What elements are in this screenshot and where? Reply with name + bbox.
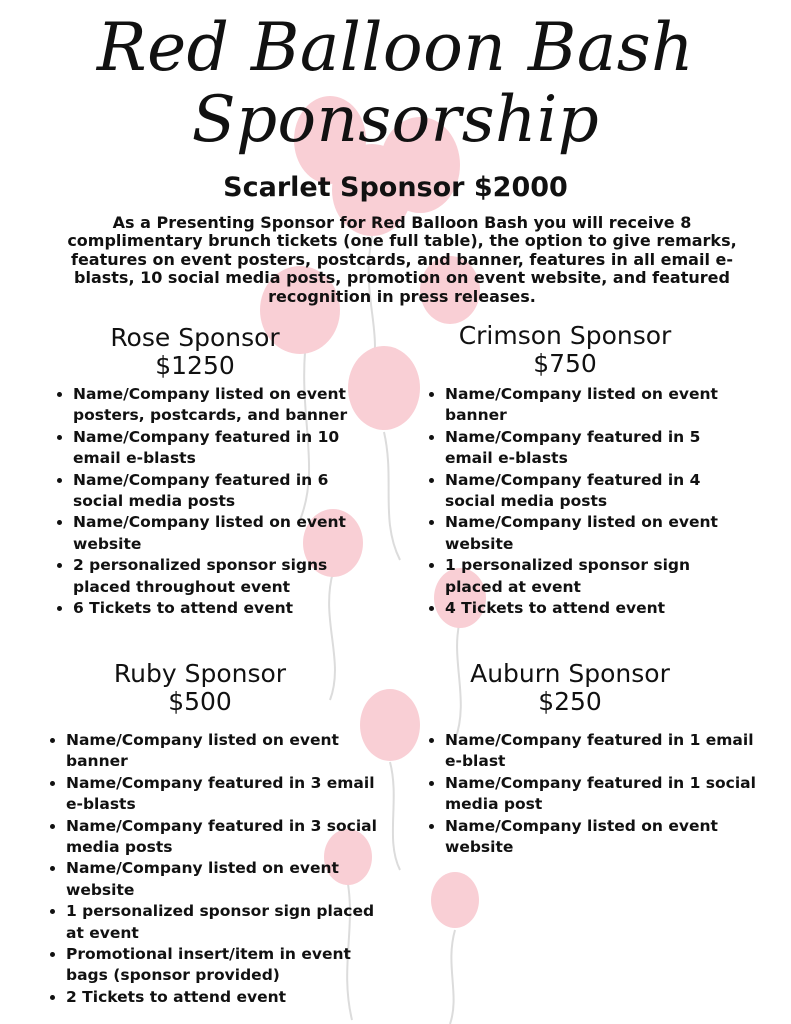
list-item: • 1 personalized sponsor sign placed at event (66, 901, 386, 944)
flyer-title-line-1: Red Balloon Bash (96, 9, 695, 86)
list-item: • Promotional insert/item in event bags (sponsor provided) (66, 944, 386, 987)
ruby-sponsor-heading (80, 660, 320, 716)
flyer-title-line-2: Sponsorship (191, 83, 600, 157)
auburn-benefits-list (423, 730, 765, 858)
auburn-sponsor-name: Auburn Sponsor (470, 659, 670, 688)
list-item: • Name/Company featured in 4 social media posts (445, 470, 745, 513)
list-item: • Name/Company featured in 1 social media post (445, 773, 765, 816)
scarlet-sponsor-heading: Scarlet Sponsor $2000 (223, 172, 568, 203)
list-item: • 4 Tickets to attend event (445, 598, 745, 619)
rose-benefits-list (51, 384, 373, 619)
crimson-sponsor-heading (445, 322, 685, 378)
list-item: • Name/Company listed on event posters, postcards, and banner (73, 384, 373, 427)
list-item: • 2 Tickets to attend event (66, 987, 386, 1008)
list-item: • Name/Company featured in 6 social media posts (73, 470, 373, 513)
ruby-benefits-list (44, 730, 386, 1008)
list-item: • Name/Company listed on event website (66, 858, 386, 901)
list-item: • Name/Company featured in 3 social media posts (66, 816, 386, 859)
auburn-sponsor-heading (440, 660, 700, 716)
auburn-sponsor-price: $250 (538, 687, 602, 716)
rose-sponsor-price: $1250 (155, 351, 235, 380)
list-item: • Name/Company listed on event website (445, 816, 765, 859)
list-item: • 2 personalized sponsor signs placed throughout event (73, 555, 373, 598)
rose-sponsor-name: Rose Sponsor (110, 323, 280, 352)
list-item: • 6 Tickets to attend event (73, 598, 373, 619)
list-item: • 1 personalized sponsor sign placed at event (445, 555, 745, 598)
list-item: • Name/Company featured in 5 email e-blasts (445, 427, 745, 470)
list-item: • Name/Company featured in 10 email e-blasts (73, 427, 373, 470)
list-item: • Name/Company featured in 1 email e-blast (445, 730, 765, 773)
crimson-sponsor-price: $750 (533, 349, 597, 378)
ruby-sponsor-name: Ruby Sponsor (113, 659, 287, 688)
rose-sponsor-heading (85, 324, 305, 380)
scarlet-sponsor-description: As a Presenting Sponsor for Red Balloon Bash you will receive 8 complimentary brunch tickets (one full table), the option to give remarks, features on event posters, postcards, and banner, features in all email e-blasts, 10 social media posts, promotion on event website, and featured recognition in press releases. (67, 213, 737, 306)
ruby-sponsor-price: $500 (168, 687, 232, 716)
crimson-benefits-list (423, 384, 745, 619)
list-item: • Name/Company listed on event banner (66, 730, 386, 773)
list-item: • Name/Company listed on event website (73, 512, 373, 555)
crimson-sponsor-name: Crimson Sponsor (458, 321, 672, 350)
list-item: • Name/Company listed on event banner (445, 384, 745, 427)
list-item: • Name/Company featured in 3 email e-blasts (66, 773, 386, 816)
list-item: • Name/Company listed on event website (445, 512, 745, 555)
